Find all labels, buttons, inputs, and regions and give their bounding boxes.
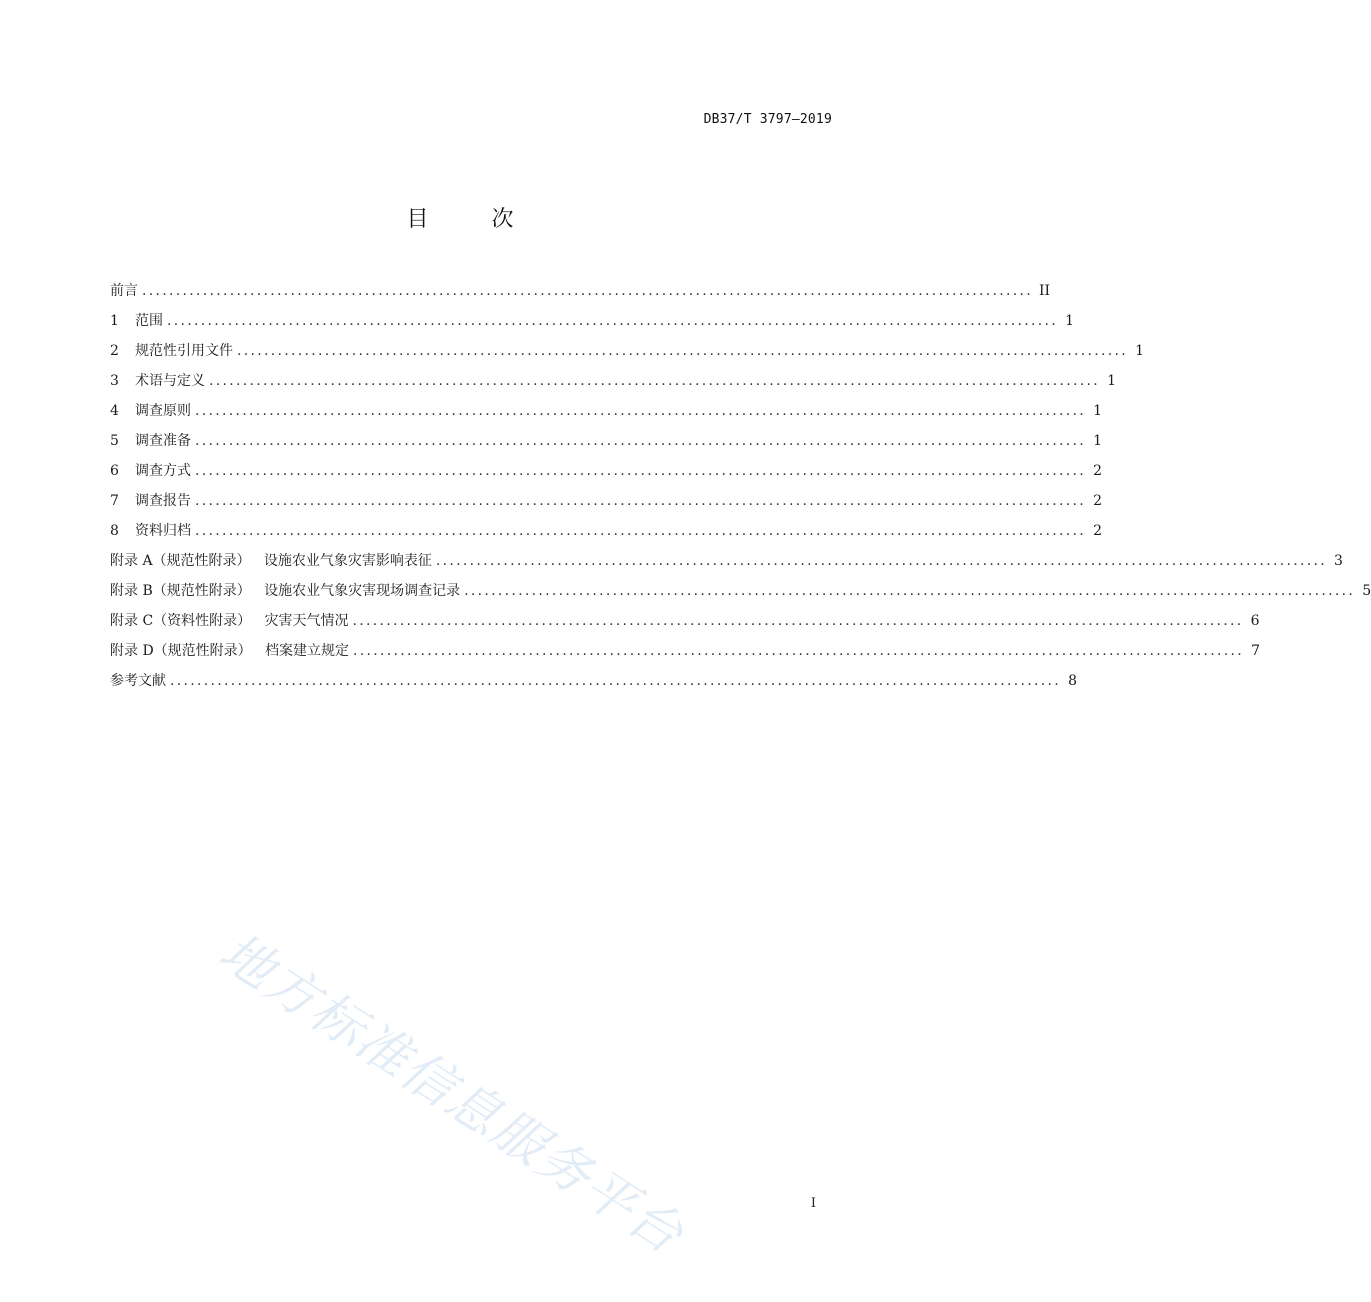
toc-entry-number: 2: [110, 343, 119, 359]
toc-entry-page: 2: [1093, 523, 1103, 539]
toc-entry-label: 调查报告: [135, 493, 191, 509]
toc-entry-archiving[interactable]: [110, 516, 1103, 546]
toc-dot-leader: ....................................................................................................................................: [142, 283, 1034, 299]
toc-entry-foreword[interactable]: [110, 276, 1051, 306]
toc-entry-survey-principles[interactable]: [110, 396, 1103, 426]
toc-dot-leader: ....................................................................................................................................: [195, 433, 1087, 449]
toc-entry-label: 附录 C（资料性附录） 灾害天气情况: [110, 613, 349, 629]
toc-entry-label: 前言: [110, 283, 138, 299]
toc-entry-page: 2: [1093, 493, 1103, 509]
toc-dot-leader: ....................................................................................................................................: [170, 673, 1062, 689]
toc-entry-references[interactable]: [110, 666, 1078, 696]
table-of-contents: [110, 276, 1371, 696]
toc-dot-leader: ....................................................................................................................................: [195, 463, 1087, 479]
toc-entry-page: 1: [1093, 433, 1103, 449]
toc-entry-scope[interactable]: [110, 306, 1075, 336]
toc-dot-leader: ....................................................................................................................................: [464, 583, 1356, 599]
toc-dot-leader: ....................................................................................................................................: [353, 643, 1245, 659]
toc-entry-label: 资料归档: [135, 523, 191, 539]
toc-entry-number: 8: [110, 523, 119, 539]
toc-entry-number: 6: [110, 463, 119, 479]
toc-entry-appendix-c[interactable]: [110, 606, 1260, 636]
toc-dot-leader: ....................................................................................................................................: [435, 553, 1327, 569]
toc-entry-page: 1: [1107, 373, 1117, 389]
toc-entry-normative-references[interactable]: [110, 336, 1145, 366]
toc-dot-leader: ....................................................................................................................................: [195, 403, 1087, 419]
toc-entry-page: 7: [1251, 643, 1261, 659]
toc-entry-page: 5: [1362, 583, 1371, 599]
watermark: 地方标准信息服务平台: [208, 921, 695, 1267]
toc-entry-number: 3: [110, 373, 119, 389]
toc-entry-label: 附录 B（规范性附录） 设施农业气象灾害现场调查记录: [110, 583, 461, 599]
toc-dot-leader: ....................................................................................................................................: [209, 373, 1101, 389]
toc-entry-label: 调查方式: [135, 463, 191, 479]
toc-entry-label: 术语与定义: [135, 373, 205, 389]
toc-entry-label: 范围: [135, 313, 163, 329]
standard-code: DB37/T 3797—2019: [703, 112, 832, 127]
toc-entry-page: 8: [1068, 673, 1078, 689]
toc-entry-survey-preparation[interactable]: [110, 426, 1103, 456]
toc-entry-number: 5: [110, 433, 119, 449]
toc-entry-appendix-a[interactable]: [110, 546, 1343, 576]
toc-entry-page: II: [1039, 283, 1051, 299]
toc-entry-page: 2: [1093, 463, 1103, 479]
toc-entry-label: 附录 A（规范性附录） 设施农业气象灾害影响表征: [110, 553, 432, 569]
toc-entry-label: 参考文献: [110, 673, 166, 689]
toc-entry-page: 1: [1093, 403, 1103, 419]
toc-entry-page: 6: [1250, 613, 1260, 629]
toc-entry-label: 调查准备: [135, 433, 191, 449]
toc-entry-survey-methods[interactable]: [110, 456, 1103, 486]
toc-entry-page: 1: [1065, 313, 1075, 329]
toc-entry-page: 1: [1135, 343, 1145, 359]
toc-entry-survey-report[interactable]: [110, 486, 1103, 516]
page-number: I: [810, 1196, 816, 1211]
toc-entry-number: 7: [110, 493, 119, 509]
toc-title: 目 次: [406, 207, 542, 232]
toc-entry-page: 3: [1334, 553, 1343, 569]
toc-entry-appendix-d[interactable]: [110, 636, 1261, 666]
toc-dot-leader: ....................................................................................................................................: [237, 343, 1129, 359]
toc-entry-number: 1: [110, 313, 119, 329]
toc-entry-number: 4: [110, 403, 119, 419]
toc-dot-leader: ....................................................................................................................................: [167, 313, 1059, 329]
toc-entry-terms-definitions[interactable]: [110, 366, 1117, 396]
toc-dot-leader: ....................................................................................................................................: [195, 493, 1087, 509]
toc-entry-appendix-b[interactable]: [110, 576, 1371, 606]
toc-entry-label: 调查原则: [135, 403, 191, 419]
toc-dot-leader: ....................................................................................................................................: [195, 523, 1087, 539]
toc-dot-leader: ....................................................................................................................................: [352, 613, 1244, 629]
toc-entry-label: 附录 D（规范性附录） 档案建立规定: [110, 643, 350, 659]
toc-entry-label: 规范性引用文件: [135, 343, 233, 359]
